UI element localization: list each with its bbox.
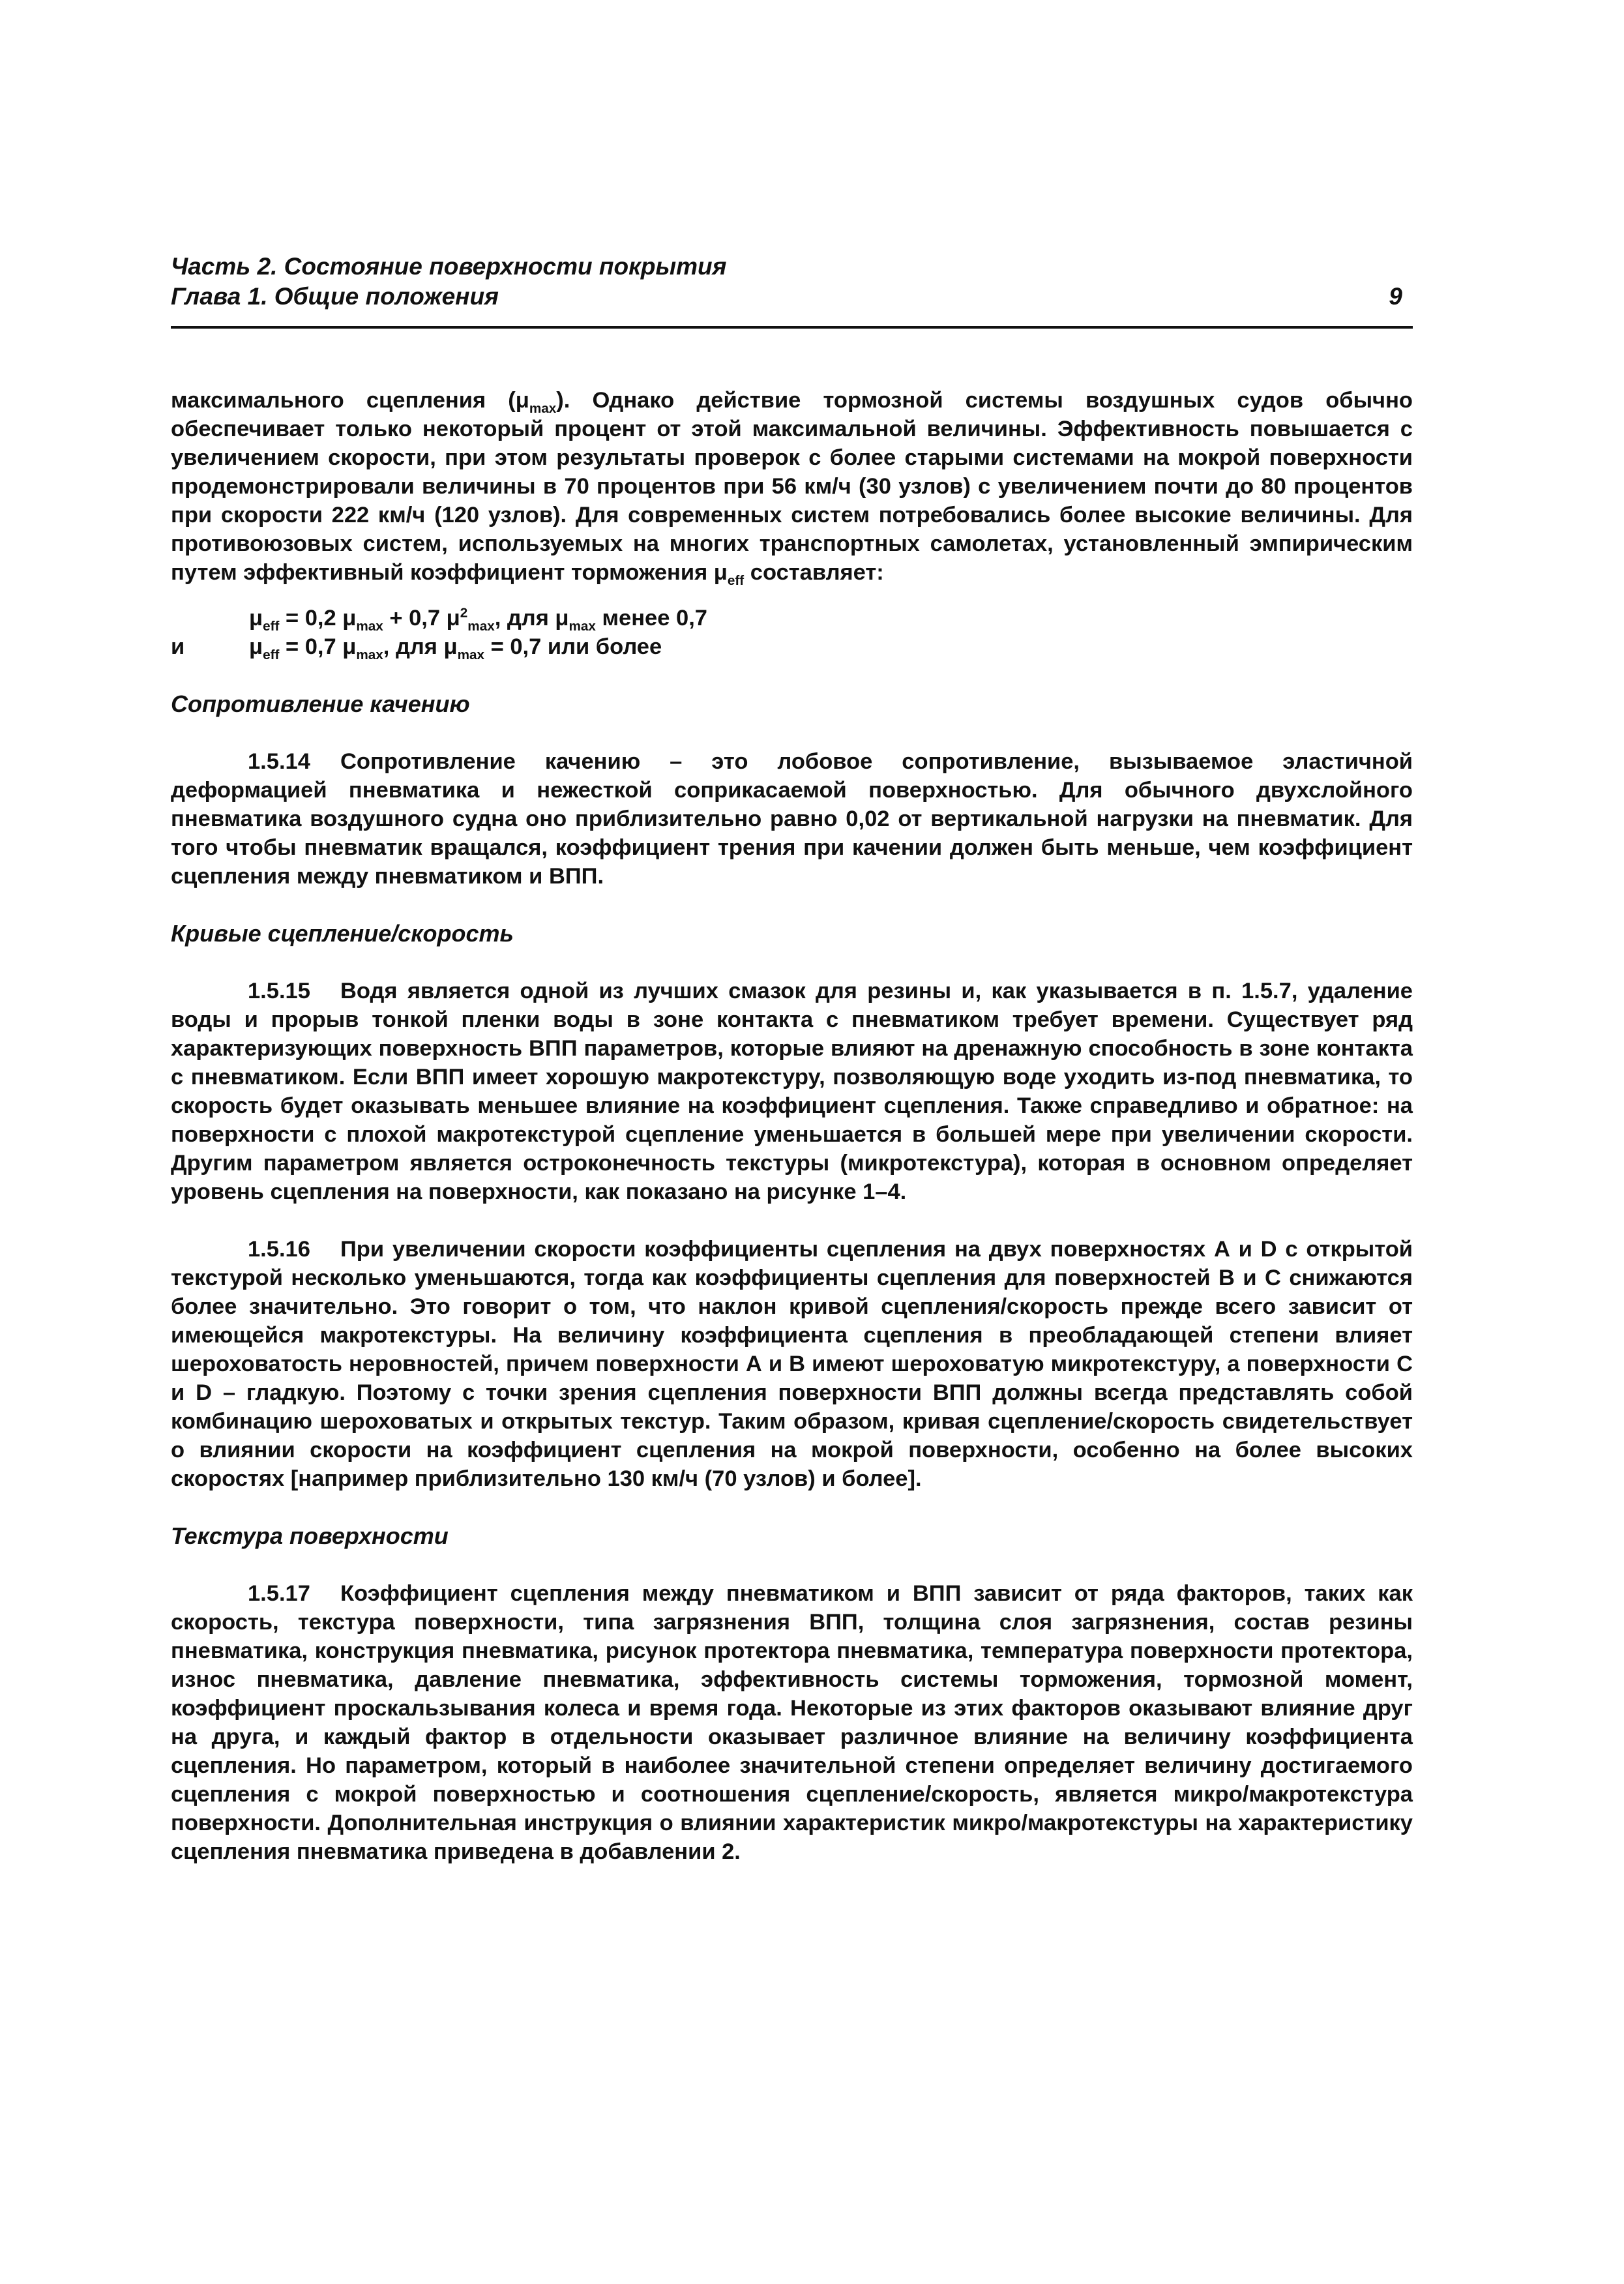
paragraph-text: Водя является одной из лучших смазок для резины и, как указывается в п. 1.5.7, удаление воды и прорыв тонкой пленки воды в зоне контакта с пневматиком требует времени. Существует ряд характеризующих поверхность ВПП параметров, которые влияют на дренажную способность в зоне контакта с пневматиком. Если ВПП имеет хорошую макротекстуру, позволяющую воде уходить из-под пневматика, то скорость будет оказывать меньшее влияние на коэффициент сцепления. Также справедливо и обратное: на поверхности с плохой макротекстурой сцепление уменьшается в большей мере при увеличении скорости. Другим параметром является остроконечность текстуры (микротекстура), которая в основном определяет уровень сцепления на поверхности, как показано на рисунке 1–4. [171, 979, 1413, 1204]
paragraph-number: 1.5.14 [248, 749, 310, 774]
section-heading-surface-texture: Текстура поверхности [171, 1522, 449, 1549]
page-body [171, 386, 1413, 1866]
paragraph-1-5-17 [171, 1579, 1413, 1866]
paragraph-1-5-15 [171, 977, 1413, 1206]
formula-expression: $\mu_{eff} = 0,2$ $\mu_{max} + 0,7$ $\mu^2_{max}$, для $\mu_{max}$ менее 0,7 [249, 605, 707, 634]
formula-block [171, 604, 1413, 661]
section-heading-rolling-resistance: Сопротивление качению [171, 690, 470, 717]
paragraph-1-5-16 [171, 1235, 1413, 1493]
intro-paragraph [171, 386, 1413, 587]
formula-prefix: и [171, 634, 185, 659]
header-divider [171, 326, 1413, 329]
intro-text-a: максимального сцепления (μ [171, 388, 529, 413]
formula-row-2 [171, 632, 1413, 661]
formula-prefix [171, 604, 249, 632]
section-heading-friction-speed-curves: Кривые сцепление/скорость [171, 920, 514, 947]
header-chapter-title: Глава 1. Общие положения [171, 283, 499, 310]
paragraph-text: Коэффициент сцепления между пневматиком и ВПП зависит от ряда факторов, таких как скорость, текстура поверхности, типа загрязнения ВПП, толщина слоя загрязнения, состав резины пневматика, конструкция пневматика, рисунок протектора пневматика, температура поверхности протектора, износ пневматика, давление пневматика, эффективность системы торможения, тормозной момент, коэффициент проскальзывания колеса и время года. Некоторые из этих факторов оказывают влияние друг на друга, и каждый фактор в отдельности оказывает различное влияние на величину коэффициента сцепления. Но параметром, который в наиболее значительной степени определяет величину достигаемого сцепления с мокрой поверхностью и соотношения сцепление/скорость, является микро/макротекстура поверхности. Дополнительная инструкция о влиянии характеристик микро/макротекстуры на характеристику сцепления пневматика приведена в добавлении 2. [171, 1581, 1413, 1864]
paragraph-text: Сопротивление качению – это лобовое сопротивление, вызываемое эластичной деформацией пневматика и нежесткой соприкасаемой поверхностью. Для обычного двухслойного пневматика воздушного судна оно приблизительно равно 0,02 от вертикальной нагрузки на пневматик. Для того чтобы пневматик вращался, коэффициент трения при качении должен быть меньше, чем коэффициент сцепления между пневматиком и ВПП. [171, 749, 1413, 889]
intro-text-b: ). Однако действие тормозной системы воздушных судов обычно обеспечивает только некоторый процент от этой максимальной величины. Эффективность повышается с увеличением скорости, при этом результаты проверок с более старыми системами на мокрой поверхности продемонстрировали величины в 70 процентов при 56 км/ч (30 узлов) с увеличением почти до 80 процентов при скорости 222 км/ч (120 узлов). Для современных систем потребовались более высокие величины. Для противоюзовых систем, используемых на многих транспортных самолетах, установленный эмпирическим путем эффективный коэффициент торможения μ [171, 388, 1413, 585]
formula-expression: $\mu_{eff} = 0,7$ $\mu_{max}$, для $\mu_{max} = 0,7$ или более [249, 634, 662, 662]
paragraph-1-5-14 [171, 747, 1413, 891]
page-number: 9 [1389, 283, 1402, 310]
formula-row-1 [171, 604, 1413, 632]
header-part-title: Часть 2. Состояние поверхности покрытия [171, 253, 727, 280]
running-header [171, 252, 1413, 312]
paragraph-number: 1.5.15 [248, 979, 310, 1003]
intro-sub-max: max [529, 400, 557, 416]
intro-sub-eff: eff [727, 572, 745, 588]
paragraph-number: 1.5.16 [248, 1237, 310, 1262]
paragraph-number: 1.5.17 [248, 1581, 310, 1606]
intro-text-c: составляет: [744, 560, 884, 585]
paragraph-text: При увеличении скорости коэффициенты сцепления на двух поверхностях А и D с открытой текстурой несколько уменьшаются, тогда как коэффициенты сцепления для поверхностей В и С снижаются более значительно. Это говорит о том, что наклон кривой сцепления/скорость прежде всего зависит от имеющейся макротекстуры. На величину коэффициента сцепления в преобладающей степени влияет шероховатость неровностей, причем поверхности А и В имеют шероховатую микротекстуру, а поверхности С и D – гладкую. Поэтому с точки зрения сцепления поверхности ВПП должны всегда представлять собой комбинацию шероховатых и открытых текстур. Таким образом, кривая сцепление/скорость свидетельствует о влиянии скорости на коэффициент сцепления на мокрой поверхности, особенно на более высоких скоростях [например приблизительно 130 км/ч (70 узлов) и более]. [171, 1237, 1413, 1491]
